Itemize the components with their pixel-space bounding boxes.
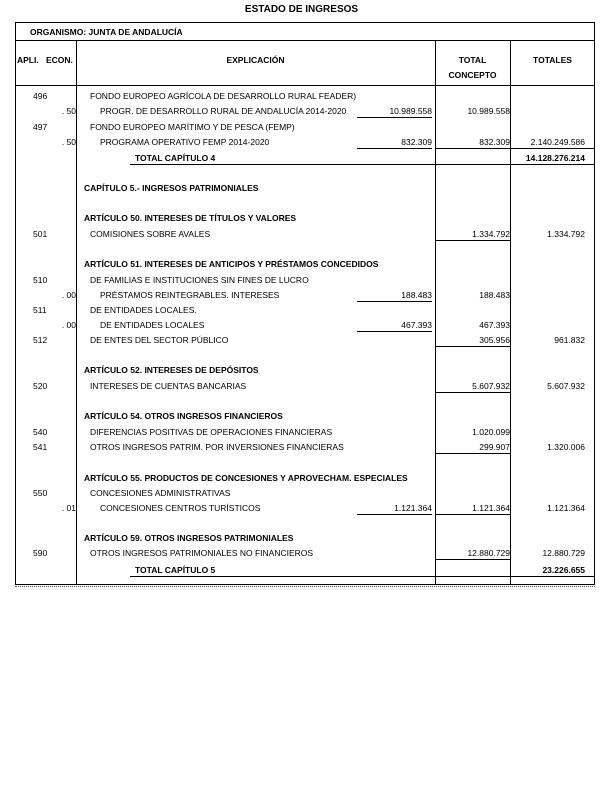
sum-underline bbox=[435, 346, 510, 347]
table-row bbox=[0, 442, 603, 454]
partial-amount: 188.483 bbox=[401, 290, 432, 300]
header-concepto: CONCEPTO bbox=[448, 70, 497, 80]
apli-cell: 540 bbox=[33, 427, 48, 437]
sum-underline bbox=[435, 240, 510, 241]
desc-cell: PROGR. DE DESARROLLO RURAL DE ANDALUCÍA 2014-2020 bbox=[100, 106, 347, 116]
desc-cell: DE ENTES DEL SECTOR PÚBLICO bbox=[90, 335, 229, 345]
concept-total: 5.607.932 bbox=[472, 381, 510, 391]
header-explicacion: EXPLICACIÓN bbox=[226, 55, 285, 65]
apli-cell: 512 bbox=[33, 335, 48, 345]
concept-total: 1.334.792 bbox=[472, 229, 510, 239]
total-underline bbox=[510, 576, 595, 577]
econ-cell: . 01 bbox=[61, 503, 76, 513]
table-row-article bbox=[0, 213, 603, 225]
header-totales: TOTALES bbox=[533, 55, 572, 65]
table-row bbox=[0, 275, 603, 287]
total-underline bbox=[510, 164, 595, 165]
sum-underline bbox=[357, 117, 432, 118]
desc-cell: DE FAMILIAS E INSTITUCIONES SIN FINES DE LUCRO bbox=[90, 275, 309, 285]
table-row bbox=[0, 106, 603, 118]
desc-cell: DE ENTIDADES LOCALES. bbox=[90, 305, 197, 315]
article-heading: ARTÍCULO 59. OTROS INGRESOS PATRIMONIALES bbox=[84, 533, 294, 543]
apli-cell: 550 bbox=[33, 488, 48, 498]
sum-underline bbox=[435, 453, 510, 454]
apli-cell: 520 bbox=[33, 381, 48, 391]
concept-total: 467.393 bbox=[479, 320, 510, 330]
concept-total: 188.483 bbox=[479, 290, 510, 300]
apli-cell: 510 bbox=[33, 275, 48, 285]
sum-underline bbox=[357, 514, 432, 515]
sum-underline bbox=[435, 148, 510, 149]
table-row bbox=[0, 122, 603, 134]
totales-amount: 1.320.006 bbox=[547, 442, 585, 452]
article-heading: ARTÍCULO 50. INTERESES DE TÍTULOS Y VALORES bbox=[84, 213, 297, 223]
table-row-article bbox=[0, 259, 603, 271]
apli-cell: 590 bbox=[33, 548, 48, 558]
sum-underline bbox=[510, 148, 595, 149]
sum-underline bbox=[357, 331, 432, 332]
header-apli: APLI. bbox=[17, 55, 39, 65]
totales-amount: 12.880.729 bbox=[542, 548, 585, 558]
totales-amount: 1.121.364 bbox=[547, 503, 585, 513]
desc-cell: INTERESES DE CUENTAS BANCARIAS bbox=[90, 381, 247, 391]
organism-label: ORGANISMO: JUNTA DE ANDALUCÍA bbox=[30, 27, 183, 37]
page-title: ESTADO DE INGRESOS bbox=[244, 4, 359, 15]
article-heading: ARTÍCULO 51. INTERESES DE ANTICIPOS Y PRÉSTAMOS CONCEDIDOS bbox=[84, 259, 379, 269]
desc-cell: FONDO EUROPEO AGRÍCOLA DE DESARROLLO RURAL FEADER) bbox=[90, 91, 357, 101]
table-row bbox=[0, 290, 603, 302]
header-econ: ECON. bbox=[46, 55, 73, 65]
desc-cell: DIFERENCIAS POSITIVAS DE OPERACIONES FINANCIERAS bbox=[90, 427, 333, 437]
desc-cell: PROGRAMA OPERATIVO FEMP 2014-2020 bbox=[100, 137, 270, 147]
header-top-divider bbox=[15, 40, 595, 41]
econ-cell: . 00 bbox=[61, 320, 76, 330]
concept-total: 12.880.729 bbox=[467, 548, 510, 558]
concept-total: 305.956 bbox=[479, 335, 510, 345]
table-row bbox=[0, 320, 603, 332]
apli-cell: 541 bbox=[33, 442, 48, 452]
concept-total: 832.309 bbox=[479, 137, 510, 147]
totales-amount: 2.140.249.586 bbox=[530, 137, 585, 147]
total-underline bbox=[130, 164, 510, 165]
chapter-total-amount: 23.226.655 bbox=[542, 565, 585, 575]
econ-cell: . 00 bbox=[61, 290, 76, 300]
desc-cell: COMISIONES SOBRE AVALES bbox=[90, 229, 211, 239]
sum-underline bbox=[357, 301, 432, 302]
table-row bbox=[0, 548, 603, 560]
partial-amount: 10.989.558 bbox=[389, 106, 432, 116]
totales-amount: 1.334.792 bbox=[547, 229, 585, 239]
apli-cell: 501 bbox=[33, 229, 48, 239]
table-row bbox=[0, 503, 603, 515]
sum-underline bbox=[435, 514, 510, 515]
table-row bbox=[0, 91, 603, 103]
apli-cell: 496 bbox=[33, 91, 48, 101]
econ-cell: . 50 bbox=[61, 137, 76, 147]
chapter-heading: CAPÍTULO 5.- INGRESOS PATRIMONIALES bbox=[84, 183, 259, 193]
partial-amount: 832.309 bbox=[401, 137, 432, 147]
desc-cell: DE ENTIDADES LOCALES bbox=[100, 320, 205, 330]
econ-cell: . 50 bbox=[61, 106, 76, 116]
table-row bbox=[0, 335, 603, 347]
concept-total: 1.121.364 bbox=[472, 503, 510, 513]
sum-underline bbox=[435, 392, 510, 393]
total-underline bbox=[130, 576, 510, 577]
table-row-chapter bbox=[0, 183, 603, 195]
partial-amount: 1.121.364 bbox=[394, 503, 432, 513]
table-row-article bbox=[0, 473, 603, 485]
table-row bbox=[0, 229, 603, 241]
table-row-article bbox=[0, 533, 603, 545]
concept-total: 1.020.099 bbox=[472, 427, 510, 437]
apli-cell: 511 bbox=[33, 305, 47, 315]
sum-underline bbox=[357, 148, 432, 149]
totales-amount: 5.607.932 bbox=[547, 381, 585, 391]
sum-underline bbox=[435, 559, 510, 560]
desc-cell: PRÉSTAMOS REINTEGRABLES. INTERESES bbox=[100, 290, 280, 300]
desc-cell: OTROS INGRESOS PATRIMONIALES NO FINANCIEROS bbox=[90, 548, 314, 558]
concept-total: 299.907 bbox=[479, 442, 510, 452]
bottom-dotted-rule bbox=[15, 586, 595, 587]
table-row-article bbox=[0, 411, 603, 423]
table-row bbox=[0, 488, 603, 500]
partial-amount: 467.393 bbox=[401, 320, 432, 330]
article-heading: ARTÍCULO 54. OTROS INGRESOS FINANCIEROS bbox=[84, 411, 283, 421]
article-heading: ARTÍCULO 52. INTERESES DE DEPÓSITOS bbox=[84, 365, 259, 375]
header-total: TOTAL bbox=[458, 55, 487, 65]
header-bottom-divider bbox=[15, 85, 595, 86]
article-heading: ARTÍCULO 55. PRODUCTOS DE CONCESIONES Y APROVECHAM. ESPECIALES bbox=[84, 473, 408, 483]
desc-cell: CONCESIONES ADMINISTRATIVAS bbox=[90, 488, 231, 498]
table-row bbox=[0, 381, 603, 393]
table-row-article bbox=[0, 365, 603, 377]
table-row bbox=[0, 305, 603, 317]
desc-cell: OTROS INGRESOS PATRIM. POR INVERSIONES FINANCIERAS bbox=[90, 442, 344, 452]
apli-cell: 497 bbox=[33, 122, 48, 132]
chapter-total-label: TOTAL CAPÍTULO 5 bbox=[135, 565, 216, 575]
totales-amount: 961.832 bbox=[554, 335, 585, 345]
chapter-total-label: TOTAL CAPÍTULO 4 bbox=[135, 153, 216, 163]
table-row bbox=[0, 427, 603, 439]
desc-cell: CONCESIONES CENTROS TURÍSTICOS bbox=[100, 503, 261, 513]
concept-total: 10.989.558 bbox=[467, 106, 510, 116]
desc-cell: FONDO EUROPEO MARÍTIMO Y DE PESCA (FEMP) bbox=[90, 122, 295, 132]
chapter-total-amount: 14.128.276.214 bbox=[525, 153, 585, 163]
